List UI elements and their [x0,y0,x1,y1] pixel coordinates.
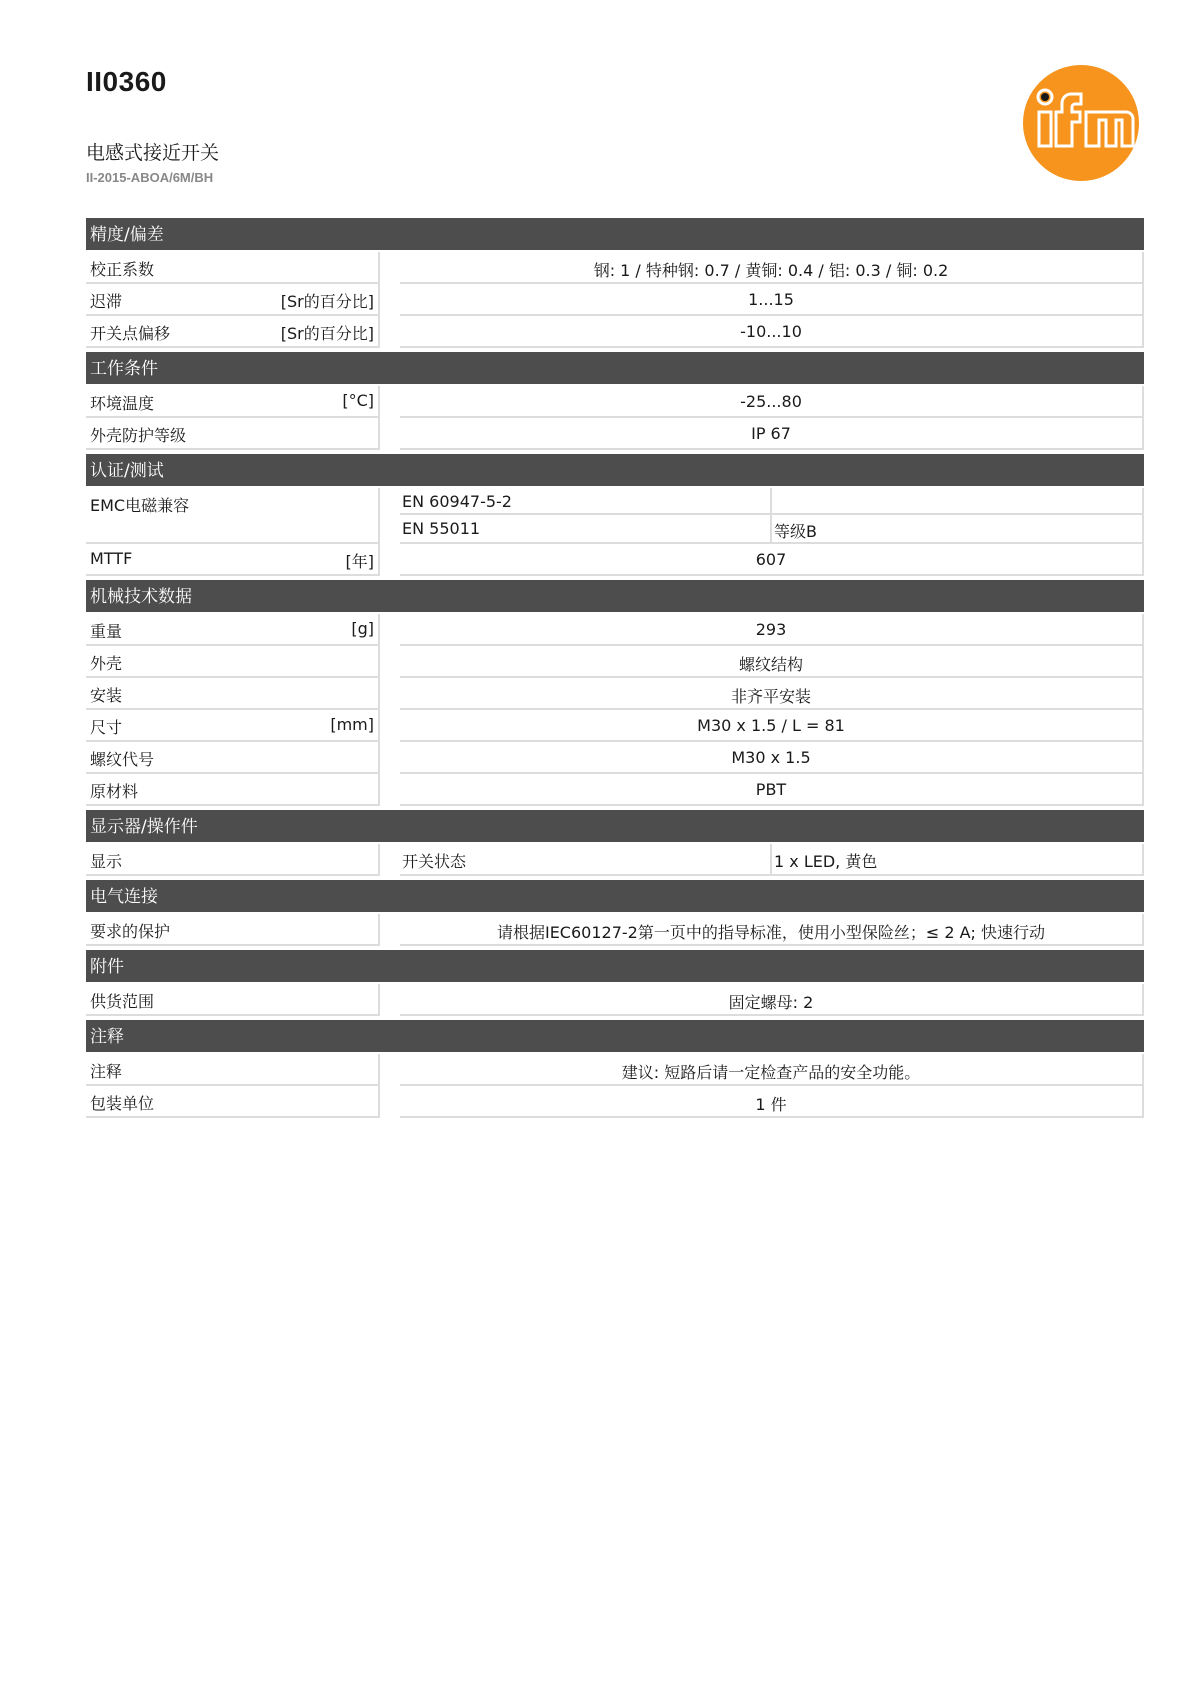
product-description: 电感式接近开关 [86,142,220,164]
unit: [°C] [342,391,374,410]
value: -10...10 [400,316,1144,348]
label: 外壳 [90,654,123,673]
section-header-remarks: 注释 [86,1020,1144,1052]
label: EMC电磁兼容 [90,496,190,515]
emc-standard-2-class: 等级B [772,515,1144,544]
row-material [86,774,1144,806]
label: 供货范围 [90,992,155,1011]
label: 外壳防护等级 [90,426,187,445]
value: 1 件 [400,1086,1144,1118]
label: MTTF [90,549,133,568]
value: 1...15 [400,284,1144,316]
row-correction-factor [86,252,1144,284]
section-header-approvals: 认证/测试 [86,454,1144,486]
row-switch-point-drift [86,316,1144,348]
display-sub-label: 开关状态 [400,844,772,876]
unit: [g] [351,619,374,638]
value: 非齐平安装 [400,678,1144,710]
label: 原材料 [90,782,139,801]
emc-standard-1: EN 60947-5-2 [400,488,772,515]
row-scope-of-supply [86,984,1144,1016]
label: 尺寸 [90,718,123,737]
value: M30 x 1.5 [400,742,1144,774]
type-code: II-2015-ABOA/6M/BH [86,170,214,185]
value: 293 [400,614,1144,646]
row-emc [86,488,1144,544]
value: 1 x LED, 黄色 [772,844,1144,876]
label: 重量 [90,622,123,641]
section-header-mechanical-data: 机械技术数据 [86,580,1144,612]
section-header-accessories: 附件 [86,950,1144,982]
unit: [Sr的百分比] [280,292,374,311]
value: 请根据IEC60127-2第一页中的指导标准，使用小型保险丝；≤ 2 A; 快速行动 [400,914,1144,946]
value: IP 67 [400,418,1144,450]
row-housing [86,646,1144,678]
label: 包装单位 [90,1094,155,1113]
row-mttf [86,544,1144,576]
label: 显示 [90,852,123,871]
unit: [Sr的百分比] [280,324,374,343]
row-remarks [86,1054,1144,1086]
datasheet-table [86,218,1144,1118]
product-id: II0360 [86,66,167,97]
unit: [mm] [330,715,374,734]
value: 钢: 1 / 特种钢: 0.7 / 黄铜: 0.4 / 铝: 0.3 / 铜: 0.2 [400,252,1144,284]
label: 校正系数 [90,260,155,279]
value: M30 x 1.5 / L = 81 [400,710,1144,742]
row-ambient-temperature [86,386,1144,418]
row-packaging-unit [86,1086,1144,1118]
row-weight [86,614,1144,646]
section-header-operating-conditions: 工作条件 [86,352,1144,384]
emc-standard-1-class [772,488,1144,515]
label: 迟滞 [90,292,123,311]
value: 建议: 短路后请一定检查产品的安全功能。 [400,1054,1144,1086]
ifm-logo-icon [1022,64,1140,182]
row-hysteresis [86,284,1144,316]
row-dimensions [86,710,1144,742]
value: PBT [400,774,1144,806]
row-display [86,844,1144,876]
emc-standard-2: EN 55011 [400,515,772,544]
row-thread [86,742,1144,774]
label: 要求的保护 [90,922,171,941]
label: 开关点偏移 [90,324,171,343]
label: 螺纹代号 [90,750,155,769]
row-protection-rating [86,418,1144,450]
value: 607 [400,544,1144,576]
section-header-electrical-connection: 电气连接 [86,880,1144,912]
section-header-accuracy: 精度/偏差 [86,218,1144,250]
value: 固定螺母: 2 [400,984,1144,1016]
label: 注释 [90,1062,123,1081]
row-mounting [86,678,1144,710]
label: 安装 [90,686,123,705]
value: -25...80 [400,386,1144,418]
unit: [年] [345,552,374,571]
label: 环境温度 [90,394,155,413]
value: 螺纹结构 [400,646,1144,678]
row-required-protection [86,914,1144,946]
section-header-display: 显示器/操作件 [86,810,1144,842]
